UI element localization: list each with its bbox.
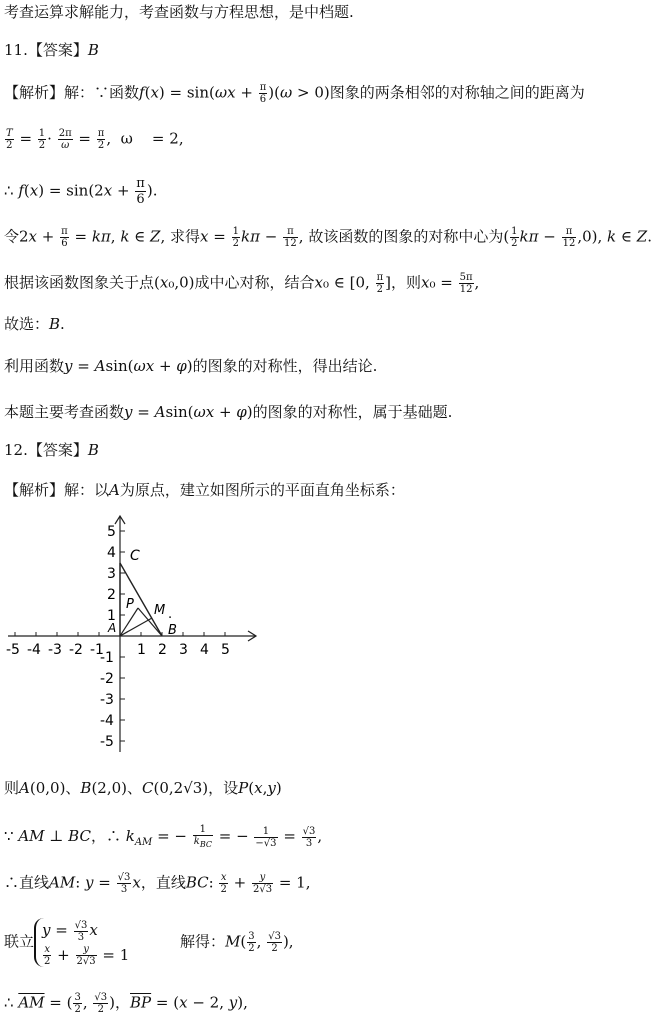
analysis-11-line-2: $\frac{T}{2}$ = $\frac{1}{2}$ · $\frac{2\pi}{\omega}$ = $\frac{\pi}{2}$ , ω = 2,	[6, 128, 184, 151]
y-tick-label: -1	[100, 650, 114, 666]
analysis-11-line-3: ∴ f(x) = sin(2x + $\frac{\pi}{6}$ ).	[4, 176, 158, 207]
analysis-12-line-2: 则A(0,0)、B(2,0)、C(0,2√3)，设P(x,y)	[4, 779, 282, 797]
y-tick-label: -3	[100, 692, 114, 708]
x-tick-label: -4	[27, 642, 41, 658]
analysis-11-line-6: 故选：B.	[4, 315, 65, 333]
x-tick-label: -1	[90, 642, 104, 658]
x-tick-label: -3	[48, 642, 62, 658]
y-tick-label: 3	[107, 566, 116, 582]
analysis-12-line-5: 联立y = $\frac{√3}{3}$ x $\frac{x}{2}$ + $\frac{y}{2√3}$ = 1 解得：M( $\frac{3}{2}$ , $\frac{√3}{2}$ ),	[4, 919, 294, 967]
label-b: B	[168, 623, 177, 638]
segment-am	[120, 618, 152, 636]
x-tick-label: -5	[6, 642, 20, 658]
x-tick-label: 1	[137, 642, 146, 658]
y-tick-label: 4	[107, 545, 116, 561]
analysis-11-line-8: 本题主要考查函数y = Asin(ωx + φ)的图象的对称性，属于基础题.	[4, 403, 453, 421]
x-tick-label: 2	[158, 642, 167, 658]
analysis-11-line-5: 根据该函数图象关于点(x₀,0)成中心对称，结合x₀ ∈ [0, $\frac{\pi}{2}$ ]，则x₀ = $\frac{5\pi}{12}$ ,	[4, 272, 480, 295]
label-p: P	[126, 597, 134, 612]
answer-11: 11.【答案】B	[4, 41, 99, 59]
analysis-12-line-6: ∴ $\overline{AM}$ = ( $\frac{3}{2}$ , $\frac{√3}{2}$ )，$\overline{BP} = (x - 2$, y),	[4, 992, 248, 1015]
y-tick-label: 5	[107, 524, 116, 540]
text-line-1: 考查运算求解能力，考查函数与方程思想，是中档题.	[4, 3, 354, 21]
y-tick-label: 1	[107, 608, 116, 624]
x-tick-label: 5	[221, 642, 230, 658]
equation-system: y = $\frac{√3}{3}$ x $\frac{x}{2}$ + $\frac{y}{2√3}$ = 1	[34, 918, 129, 967]
y-tick-label: -4	[100, 713, 114, 729]
label-m: M	[154, 603, 166, 618]
y-tick-label: -2	[100, 671, 114, 687]
label-c: C	[130, 548, 140, 564]
label-a: A	[108, 621, 117, 635]
x-tick-label: 4	[200, 642, 209, 658]
analysis-12-line-3: ∵ AM ⊥ BC，∴ $k_{AM}$ = − $\frac{1}{k_{BC}}$ = − $\frac{1}{-√3}$ = $\frac{√3}{3}$ ,	[4, 824, 323, 849]
analysis-11-line-7: 利用函数y = Asin(ωx + φ)的图象的对称性，得出结论.	[4, 357, 378, 375]
coordinate-figure	[0, 510, 270, 760]
x-axis	[8, 631, 256, 641]
x-tick-label: 3	[179, 642, 188, 658]
x-tick-label: -2	[69, 642, 83, 658]
answer-12: 12.【答案】B	[4, 441, 99, 459]
y-tick-label: -5	[100, 734, 114, 750]
y-tick-label: 2	[107, 587, 116, 603]
analysis-12-line-4: ∴直线AM: y = $\frac{√3}{3}$ x，直线BC: $\frac{x}{2}$ + $\frac{y}{2√3}$ = 1,	[4, 872, 311, 895]
segment-ap	[120, 608, 138, 636]
analysis-11-line-1: 【解析】解：∵函数f(x) = sin(ωx + $\frac{\pi}{6}$ )(ω > 0)图象的两条相邻的对称轴之间的距离为	[4, 82, 585, 105]
label-m-dot: .	[168, 607, 173, 622]
analysis-12-line-1: 【解析】解：以A为原点，建立如图所示的平面直角坐标系：	[4, 481, 405, 499]
analysis-11-line-4: 令2x + $\frac{\pi}{6}$ = kπ, k ∈ Z, 求得x = $\frac{1}{2}$ kπ − $\frac{\pi}{12}$ , 故该函数的图象的对称中心为( $\frac{1}{2}$ kπ − $\frac{\pi}{12}$ ,0), k ∈ Z.	[4, 226, 652, 249]
